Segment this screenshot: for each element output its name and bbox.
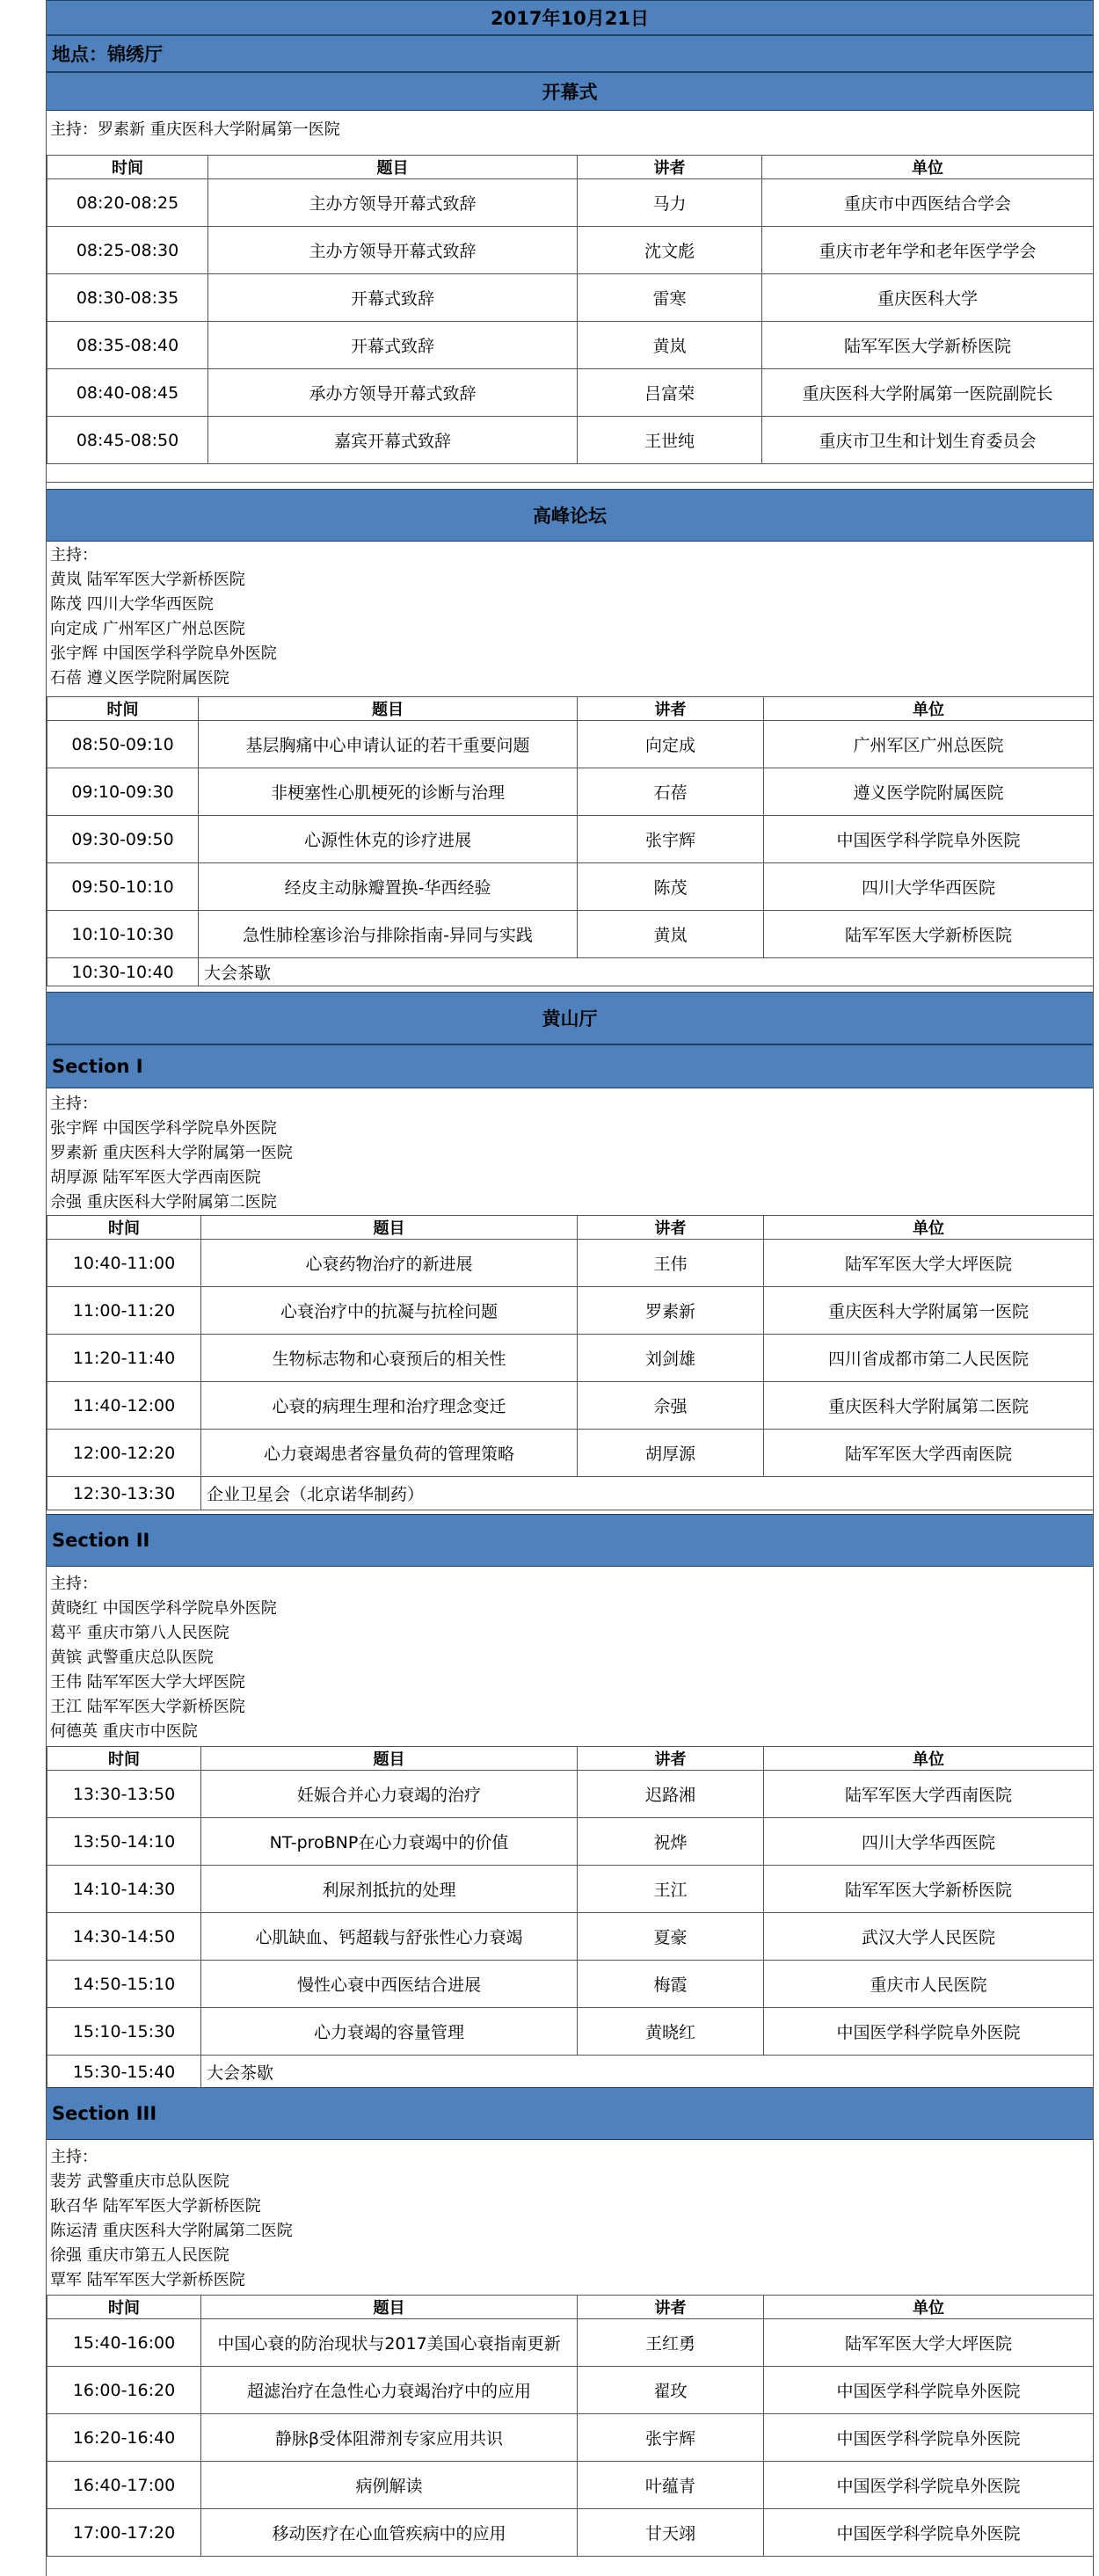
table-row — [47, 816, 1094, 863]
cell-topic: 主办方领导开幕式致辞 — [208, 227, 578, 274]
cell-speaker: 叶蕴青 — [578, 2462, 764, 2509]
header-speaker: 讲者 — [578, 2296, 764, 2319]
table-row — [47, 2462, 1094, 2509]
cell-topic: 心衰药物治疗的新进展 — [201, 1240, 578, 1287]
cell-unit: 中国医学科学院阜外医院 — [764, 2462, 1094, 2509]
host-label: 主持： — [50, 2148, 98, 2166]
cell-unit: 广州军区广州总医院 — [764, 721, 1094, 768]
cell-unit: 四川省成都市第二人民医院 — [764, 1335, 1094, 1382]
header-time: 时间 — [47, 697, 199, 721]
table-row — [47, 1430, 1094, 1477]
cell-unit: 中国医学科学院阜外医院 — [764, 2367, 1094, 2414]
table-row — [47, 322, 1094, 369]
header-time: 时间 — [47, 1216, 201, 1240]
host-line: 黄岚 陆军军医大学新桥医院 — [50, 571, 245, 589]
cell-topic: 承办方领导开幕式致辞 — [208, 369, 578, 417]
host-label: 主持： — [50, 546, 98, 564]
section2-table — [47, 1746, 1094, 2089]
table-row — [47, 1913, 1094, 1961]
date-text: 2017年10月21日 — [491, 8, 649, 29]
host-line: 张宇辉 中国医学科学院阜外医院 — [50, 1119, 277, 1138]
host-line: 何德英 重庆市中医院 — [50, 1722, 198, 1741]
table-row — [47, 1818, 1094, 1866]
table-row — [47, 1240, 1094, 1287]
cell-unit: 武汉大学人民医院 — [764, 1913, 1094, 1961]
cell-speaker: 黄岚 — [578, 911, 764, 958]
table-row — [47, 1771, 1094, 1818]
cell-time: 13:30-13:50 — [47, 1771, 201, 1818]
cell-speaker: 佘强 — [578, 1382, 764, 1430]
summit-title: 高峰论坛 — [533, 506, 607, 527]
cell-time: 14:30-14:50 — [47, 1913, 201, 1961]
table-row — [47, 863, 1094, 911]
table-row — [47, 911, 1094, 958]
cell-unit: 重庆市人民医院 — [764, 1961, 1094, 2008]
header-speaker: 讲者 — [578, 697, 764, 721]
table-row — [47, 768, 1094, 816]
cell-time: 09:30-09:50 — [47, 816, 199, 863]
cell-unit: 陆军军医大学西南医院 — [764, 1771, 1094, 1818]
cell-time: 09:10-09:30 — [47, 768, 199, 816]
cell-unit: 中国医学科学院阜外医院 — [764, 2414, 1094, 2462]
cell-speaker: 张宇辉 — [578, 816, 764, 863]
cell-unit: 陆军军医大学新桥医院 — [762, 322, 1094, 369]
summit-hosts — [47, 542, 1093, 696]
cell-speaker: 梅霞 — [578, 1961, 764, 2008]
table-row — [47, 1287, 1094, 1335]
cell-unit: 中国医学科学院阜外医院 — [764, 2509, 1094, 2557]
cell-speaker: 胡厚源 — [578, 1430, 764, 1477]
header-topic: 题目 — [208, 156, 578, 179]
table-row — [47, 2008, 1094, 2056]
cell-time: 15:10-15:30 — [47, 2008, 201, 2056]
table-header — [47, 697, 1094, 721]
table-row — [47, 721, 1094, 768]
header-unit: 单位 — [764, 1747, 1094, 1771]
cell-topic: 嘉宾开幕式致辞 — [208, 417, 578, 464]
table-header — [47, 2296, 1094, 2319]
table-row — [47, 1866, 1094, 1913]
cell-unit: 四川大学华西医院 — [764, 1818, 1094, 1866]
cell-unit: 重庆医科大学 — [762, 274, 1094, 322]
break-time: 12:30-13:30 — [47, 1477, 201, 1510]
host-line: 张宇辉 中国医学科学院阜外医院 — [50, 644, 277, 663]
cell-speaker: 罗素新 — [578, 1287, 764, 1335]
cell-topic: 主办方领导开幕式致辞 — [208, 179, 578, 227]
host-line: 胡厚源 陆军军医大学西南医院 — [50, 1168, 261, 1187]
cell-unit: 陆军军医大学大坪医院 — [764, 2319, 1094, 2367]
cell-unit: 中国医学科学院阜外医院 — [764, 816, 1094, 863]
host-line: 王江 陆军军医大学新桥医院 — [50, 1698, 245, 1716]
cell-time: 08:45-08:50 — [47, 417, 208, 464]
cell-unit: 重庆医科大学附属第一医院 — [764, 1287, 1094, 1335]
cell-topic: 病例解读 — [201, 2462, 578, 2509]
cell-time: 14:10-14:30 — [47, 1866, 201, 1913]
opening-title: 开幕式 — [542, 82, 598, 103]
summit-banner — [47, 489, 1093, 542]
cell-speaker: 黄晓红 — [578, 2008, 764, 2056]
cell-time: 08:30-08:35 — [47, 274, 208, 322]
header-unit: 单位 — [764, 2296, 1094, 2319]
cell-time: 08:35-08:40 — [47, 322, 208, 369]
host-line: 陈茂 四川大学华西医院 — [50, 595, 214, 614]
section3-table — [47, 2295, 1094, 2557]
header-time: 时间 — [47, 2296, 201, 2319]
table-header — [47, 1216, 1094, 1240]
cell-speaker: 陈茂 — [578, 863, 764, 911]
header-time: 时间 — [47, 1747, 201, 1771]
cell-unit: 陆军军医大学西南医院 — [764, 1430, 1094, 1477]
cell-speaker: 张宇辉 — [578, 2414, 764, 2462]
opening-host-text: 主持：罗素新 重庆医科大学附属第一医院 — [50, 120, 340, 139]
cell-time: 09:50-10:10 — [47, 863, 199, 911]
cell-topic: 心源性休克的诊疗进展 — [199, 816, 578, 863]
cell-unit: 陆军军医大学新桥医院 — [764, 1866, 1094, 1913]
cell-topic: 利尿剂抵抗的处理 — [201, 1866, 578, 1913]
cell-time: 16:20-16:40 — [47, 2414, 201, 2462]
cell-topic: 心衰治疗中的抗凝与抗栓问题 — [201, 1287, 578, 1335]
table-row — [47, 274, 1094, 322]
break-note: 企业卫星会（北京诺华制药） — [201, 1477, 1094, 1510]
cell-speaker: 吕富荣 — [578, 369, 762, 417]
section1-banner — [47, 1044, 1093, 1088]
cell-topic: 中国心衰的防治现状与2017美国心衰指南更新 — [201, 2319, 578, 2367]
cell-speaker: 迟路湘 — [578, 1771, 764, 1818]
hall2-title: 黄山厅 — [542, 1008, 598, 1030]
cell-speaker: 沈文彪 — [578, 227, 762, 274]
header-unit: 单位 — [764, 697, 1094, 721]
table-row — [47, 227, 1094, 274]
venue-text: 地点：锦绣厅 — [52, 44, 163, 65]
header-topic: 题目 — [201, 1747, 578, 1771]
cell-time: 15:40-16:00 — [47, 2319, 201, 2367]
cell-topic: 基层胸痛中心申请认证的若干重要问题 — [199, 721, 578, 768]
break-row — [47, 958, 1094, 986]
host-line: 陈运清 重庆医科大学附属第二医院 — [50, 2222, 293, 2240]
section2-hosts — [47, 1567, 1093, 1746]
host-label: 主持： — [50, 1095, 98, 1113]
cell-unit: 四川大学华西医院 — [764, 863, 1094, 911]
section3-title: Section III — [52, 2103, 157, 2124]
cell-unit: 重庆市中西医结合学会 — [762, 179, 1094, 227]
cell-time: 11:40-12:00 — [47, 1382, 201, 1430]
host-line: 黄晓红 中国医学科学院阜外医院 — [50, 1599, 277, 1618]
cell-speaker: 夏豪 — [578, 1913, 764, 1961]
opening-table — [47, 155, 1094, 464]
cell-speaker: 甘天翊 — [578, 2509, 764, 2557]
opening-host — [47, 118, 1093, 155]
cell-topic: 慢性心衰中西医结合进展 — [201, 1961, 578, 2008]
cell-speaker: 刘剑雄 — [578, 1335, 764, 1382]
cell-topic: 非梗塞性心肌梗死的诊断与治理 — [199, 768, 578, 816]
cell-topic: 心力衰竭的容量管理 — [201, 2008, 578, 2056]
cell-time: 14:50-15:10 — [47, 1961, 201, 2008]
break-note: 大会茶歇 — [201, 2056, 1094, 2089]
table-row — [47, 179, 1094, 227]
break-row — [47, 2056, 1094, 2089]
cell-time: 10:10-10:30 — [47, 911, 199, 958]
header-unit: 单位 — [762, 156, 1094, 179]
table-row — [47, 2367, 1094, 2414]
cell-time: 10:40-11:00 — [47, 1240, 201, 1287]
cell-time: 11:20-11:40 — [47, 1335, 201, 1382]
table-row — [47, 369, 1094, 417]
cell-time: 17:00-17:20 — [47, 2509, 201, 2557]
host-line: 徐强 重庆市第五人民医院 — [50, 2246, 229, 2265]
cell-topic: 静脉β受体阻滞剂专家应用共识 — [201, 2414, 578, 2462]
header-topic: 题目 — [199, 697, 578, 721]
break-time: 15:30-15:40 — [47, 2056, 201, 2089]
cell-topic: 妊娠合并心力衰竭的治疗 — [201, 1771, 578, 1818]
cell-unit: 重庆医科大学附属第一医院副院长 — [762, 369, 1094, 417]
cell-topic: 急性肺栓塞诊治与排除指南-异同与实践 — [199, 911, 578, 958]
break-time: 10:30-10:40 — [47, 958, 199, 986]
cell-speaker: 王红勇 — [578, 2319, 764, 2367]
section2-title: Section II — [52, 1530, 150, 1551]
divider — [47, 482, 1093, 483]
table-row — [47, 2414, 1094, 2462]
cell-topic: 开幕式致辞 — [208, 322, 578, 369]
table-row — [47, 2509, 1094, 2557]
host-line: 裴芳 武警重庆市总队医院 — [50, 2172, 229, 2191]
section1-hosts — [47, 1088, 1093, 1215]
cell-speaker: 向定成 — [578, 721, 764, 768]
cell-speaker: 祝烨 — [578, 1818, 764, 1866]
cell-topic: 心肌缺血、钙超载与舒张性心力衰竭 — [201, 1913, 578, 1961]
cell-topic: 生物标志物和心衰预后的相关性 — [201, 1335, 578, 1382]
header-topic: 题目 — [201, 1216, 578, 1240]
cell-speaker: 王世纯 — [578, 417, 762, 464]
cell-unit: 中国医学科学院阜外医院 — [764, 2008, 1094, 2056]
cell-time: 13:50-14:10 — [47, 1818, 201, 1866]
break-row — [47, 1477, 1094, 1510]
header-unit: 单位 — [764, 1216, 1094, 1240]
table-row — [47, 1382, 1094, 1430]
header-time: 时间 — [47, 156, 208, 179]
host-line: 葛平 重庆市第八人民医院 — [50, 1624, 229, 1642]
section3-banner — [47, 2087, 1093, 2140]
host-line: 黄镔 武警重庆总队医院 — [50, 1648, 214, 1667]
section1-table — [47, 1215, 1094, 1510]
host-line: 王伟 陆军军医大学大坪医院 — [50, 1673, 245, 1692]
host-line: 覃军 陆军军医大学新桥医院 — [50, 2271, 245, 2289]
cell-unit: 遵义医学院附属医院 — [764, 768, 1094, 816]
host-line: 佘强 重庆医科大学附属第二医院 — [50, 1193, 277, 1212]
cell-time: 16:00-16:20 — [47, 2367, 201, 2414]
table-header — [47, 156, 1094, 179]
table-row — [47, 417, 1094, 464]
cell-time: 08:20-08:25 — [47, 179, 208, 227]
table-row — [47, 2319, 1094, 2367]
cell-unit: 陆军军医大学新桥医院 — [764, 911, 1094, 958]
table-row — [47, 1961, 1094, 2008]
hall2-banner — [47, 992, 1093, 1044]
section2-banner — [47, 1514, 1093, 1567]
header-speaker: 讲者 — [578, 156, 762, 179]
cell-topic: 心衰的病理生理和治疗理念变迁 — [201, 1382, 578, 1430]
host-label: 主持： — [50, 1575, 98, 1593]
section1-title: Section I — [52, 1056, 143, 1077]
cell-topic: NT-proBNP在心力衰竭中的价值 — [201, 1818, 578, 1866]
header-topic: 题目 — [201, 2296, 578, 2319]
cell-time: 11:00-11:20 — [47, 1287, 201, 1335]
opening-banner — [47, 72, 1093, 111]
cell-topic: 移动医疗在心血管疾病中的应用 — [201, 2509, 578, 2557]
cell-speaker: 翟玫 — [578, 2367, 764, 2414]
cell-speaker: 石蓓 — [578, 768, 764, 816]
cell-speaker: 马力 — [578, 179, 762, 227]
host-line: 耿召华 陆军军医大学新桥医院 — [50, 2197, 261, 2216]
summit-table — [47, 696, 1094, 986]
break-note: 大会茶歇 — [199, 958, 1094, 986]
table-row — [47, 1335, 1094, 1382]
cell-time: 16:40-17:00 — [47, 2462, 201, 2509]
host-line: 罗素新 重庆医科大学附属第一医院 — [50, 1144, 293, 1162]
cell-unit: 重庆市老年学和老年医学学会 — [762, 227, 1094, 274]
cell-time: 08:25-08:30 — [47, 227, 208, 274]
schedule-page — [46, 0, 1094, 2576]
cell-speaker: 王伟 — [578, 1240, 764, 1287]
host-line: 向定成 广州军区广州总医院 — [50, 620, 245, 638]
cell-time: 08:50-09:10 — [47, 721, 199, 768]
cell-topic: 超滤治疗在急性心力衰竭治疗中的应用 — [201, 2367, 578, 2414]
cell-unit: 重庆市卫生和计划生育委员会 — [762, 417, 1094, 464]
cell-speaker: 王江 — [578, 1866, 764, 1913]
cell-topic: 开幕式致辞 — [208, 274, 578, 322]
table-header — [47, 1747, 1094, 1771]
date-banner — [47, 0, 1093, 35]
host-line: 石蓓 遵义医学院附属医院 — [50, 669, 229, 688]
venue-banner — [47, 35, 1093, 72]
cell-speaker: 雷寒 — [578, 274, 762, 322]
cell-topic: 经皮主动脉瓣置换-华西经验 — [199, 863, 578, 911]
cell-time: 08:40-08:45 — [47, 369, 208, 417]
cell-unit: 陆军军医大学大坪医院 — [764, 1240, 1094, 1287]
cell-speaker: 黄岚 — [578, 322, 762, 369]
section3-hosts — [47, 2140, 1093, 2295]
header-speaker: 讲者 — [578, 1216, 764, 1240]
cell-topic: 心力衰竭患者容量负荷的管理策略 — [201, 1430, 578, 1477]
header-speaker: 讲者 — [578, 1747, 764, 1771]
cell-unit: 重庆医科大学附属第二医院 — [764, 1382, 1094, 1430]
cell-time: 12:00-12:20 — [47, 1430, 201, 1477]
